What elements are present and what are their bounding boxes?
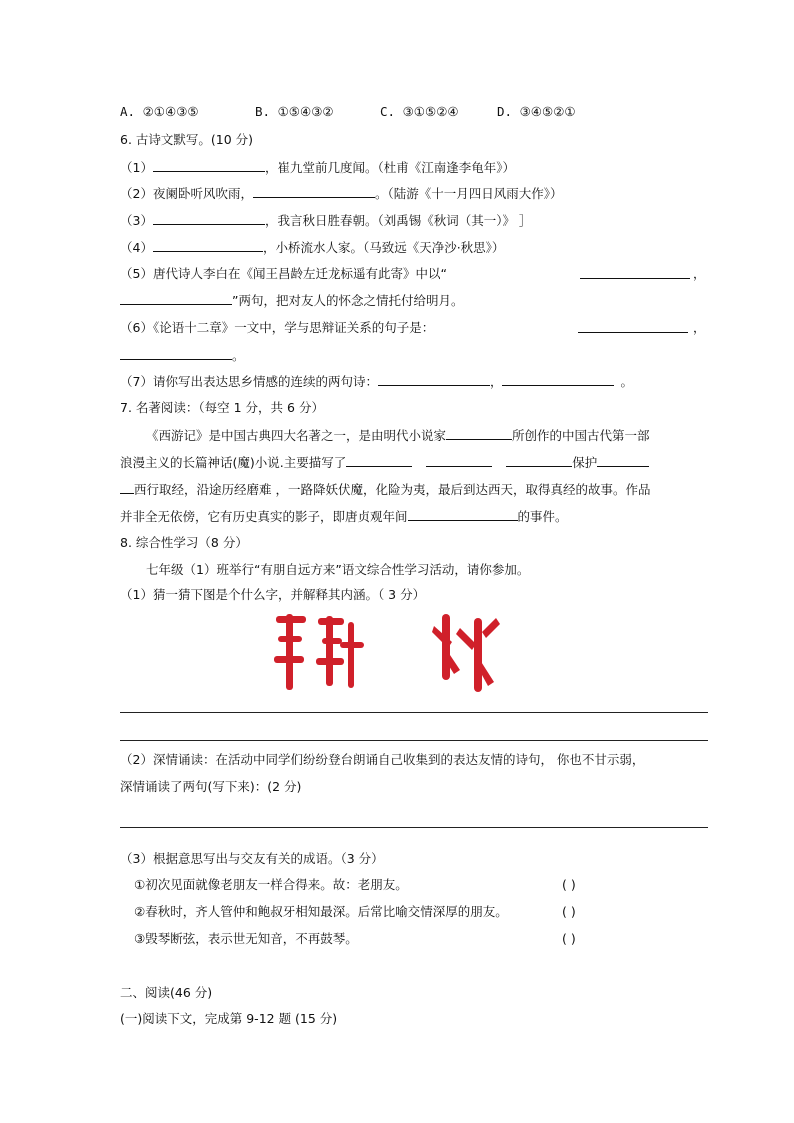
q7-p3a: 西行取经，沿途历经磨难 ，一路降妖伏魔，化险为夷，最后到达西天，取得真经的故事。作品 [134, 482, 651, 497]
q7-para-2 [120, 454, 649, 471]
option-d: D. ③④⑤②① [497, 104, 576, 119]
q7-para-4 [120, 508, 568, 525]
section-2-subtitle: (一)阅读下文，完成第 9-12 题 (15 分) [120, 1011, 338, 1026]
q8-answer-paren-1[interactable]: ( ) [562, 877, 576, 892]
q7-p2b: 保护 [572, 455, 598, 470]
q6-line-1 [120, 159, 515, 176]
q7-blank-char1[interactable] [346, 454, 412, 467]
q6-l3-text: ，我言秋日胜春朝。（刘禹锡《秋词（其一）》 ］ [264, 213, 532, 228]
option-a: A. ②①④③⑤ [120, 104, 199, 119]
q6-l5-start: （5）唐代诗人李白在《闻王昌龄左迁龙标遥有此寄》中以“ [120, 266, 447, 281]
q6-l6-comma: ， [693, 320, 706, 335]
q6-l2-start: （2）夜阑卧听风吹雨， [120, 186, 253, 201]
q6-line-6b [120, 347, 245, 364]
option-b: B. ①⑤④③② [255, 104, 334, 119]
q6-l1-text: ，崔九堂前几度闻。（杜甫《江南逢李龟年》） [264, 160, 515, 175]
q7-p1a: 《西游记》是中国古典四大名著之一，是由明代小说家 [146, 428, 447, 443]
q6-line-5 [120, 266, 447, 282]
q7-para-1 [146, 427, 650, 444]
q6-l7-comma: ， [489, 374, 503, 389]
q6-blank-3[interactable] [153, 212, 265, 225]
q8-intro: 七年级（1）班举行“有朋自远方来”语文综合性学习活动，请你参加。 [146, 562, 530, 577]
q7-title: 7. 名著阅读：（每空 1 分，共 6 分） [120, 400, 324, 415]
q8-sub-1: （1）猜一猜下图是个什么字，并解释其内涵。（ 3 分） [120, 587, 426, 602]
q6-blank-7a[interactable] [378, 373, 490, 386]
q6-line-3 [120, 212, 531, 229]
q8-idiom-2: ②春秋时，齐人管仲和鲍叔牙相知最深。后常比喻交情深厚的朋友。 [134, 904, 508, 919]
q6-blank-2[interactable] [253, 185, 375, 198]
q6-blank-5b[interactable] [120, 292, 232, 305]
q6-blank-4[interactable] [153, 239, 263, 252]
q6-blank-1[interactable] [153, 159, 265, 172]
q6-line-4 [120, 239, 504, 256]
q7-blank-cont [120, 481, 134, 494]
q6-l6b-text: 。 [232, 348, 245, 363]
q6-l3-num: （3） [120, 213, 153, 228]
q8-answer-paren-2[interactable]: ( ) [562, 904, 576, 919]
q8-idiom-1: ①初次见面就像老朋友一样合得来。故：老朋友。 [134, 877, 408, 892]
q7-blank-char2[interactable] [426, 454, 492, 467]
q8-sub-3: （3）根据意思写出与交友有关的成语。（3 分） [120, 851, 384, 866]
q6-l7-start: （7）请你写出表达思乡情感的连续的两句诗： [120, 374, 378, 389]
q7-p4b: 的事件。 [517, 509, 568, 524]
q6-title: 6. 古诗文默写。(10 分) [120, 132, 254, 147]
q7-blank-char4[interactable] [597, 454, 649, 467]
answer-line-2[interactable] [120, 740, 708, 741]
q6-l4-num: （4） [120, 240, 153, 255]
seal-glyph-left-icon [270, 612, 370, 692]
q7-blank-char3[interactable] [506, 454, 572, 467]
q8-idiom-3: ③毁琴断弦，表示世无知音，不再鼓琴。 [134, 931, 358, 946]
q8-sub-2b: 深情诵读了两句(写下来)：(2 分) [120, 779, 302, 794]
answer-line-3[interactable] [120, 827, 708, 828]
q6-l6-start: （6）《论语十二章》一文中，学与思辩证关系的句子是： [120, 320, 435, 335]
option-c: C. ③①⑤②④ [380, 104, 459, 119]
seal-glyph-right-icon [432, 612, 502, 692]
q6-blank-6b[interactable] [120, 347, 232, 360]
q7-para-3 [120, 481, 650, 498]
q6-l4-text: ，小桥流水人家。（马致远《天净沙·秋思》） [262, 240, 505, 255]
q7-p1b: 所创作的中国古代第一部 [512, 428, 650, 443]
section-2-title: 二、阅读(46 分) [120, 985, 213, 1000]
q6-blank-7b[interactable] [502, 373, 614, 386]
q6-blank-6a[interactable] [578, 320, 688, 333]
q6-l7-end: 。 [620, 374, 633, 389]
q8-title: 8. 综合性学习（8 分） [120, 535, 248, 550]
q7-p2a: 浪漫主义的长篇神话(魔)小说.主要描写了 [120, 455, 347, 470]
q7-p4a: 并非全无依傍，它有历史真实的影子，即唐贞观年间 [120, 509, 408, 524]
q6-l5-comma: ， [693, 266, 706, 281]
q6-line-2 [120, 185, 562, 202]
q6-l5b-text: ”两句，把对友人的怀念之情托付给明月。 [232, 293, 464, 308]
q6-line-5b [120, 292, 463, 309]
q6-line-7 [120, 373, 633, 390]
q6-l2-text: 。（陆游《十一月四日风雨大作》） [374, 186, 563, 201]
q8-answer-paren-3[interactable]: ( ) [562, 931, 576, 946]
answer-line-1[interactable] [120, 712, 708, 713]
q6-l1-num: （1） [120, 160, 153, 175]
q7-blank-era[interactable] [408, 508, 518, 521]
q6-blank-5a[interactable] [580, 266, 690, 279]
q6-line-6 [120, 320, 434, 336]
q7-blank-author[interactable] [446, 427, 512, 440]
q8-sub-2a: （2）深情诵读：在活动中同学们纷纷登台朗诵自己收集到的表达友情的诗句， 你也不甘示弱， [120, 752, 645, 767]
